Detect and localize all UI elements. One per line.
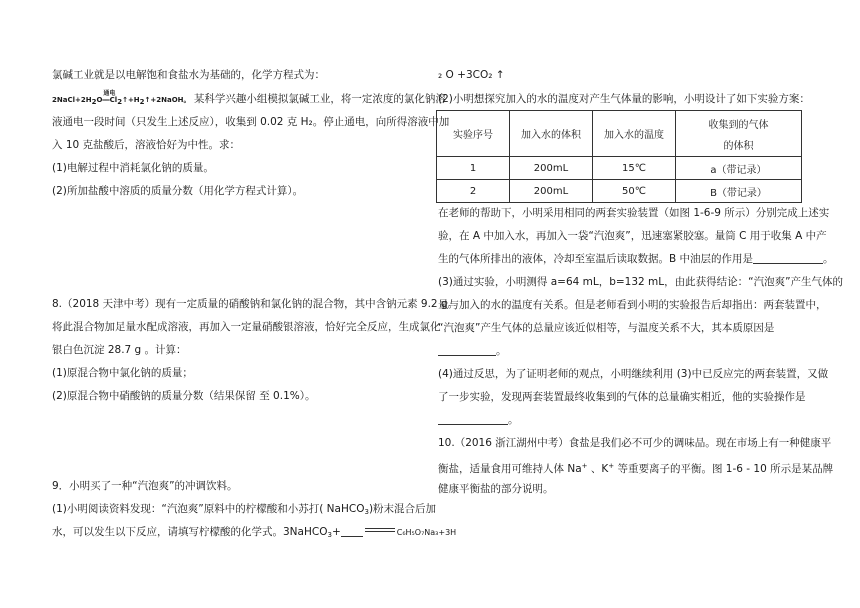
q9-sub4-line1: (4)通过反思，为了证明老师的观点，小明继续利用 (3)中已反应完的两套装置，又做 xyxy=(438,368,829,380)
equals-sign xyxy=(365,528,395,532)
q7-line3: 入 10 克盐酸后，溶液恰好为中性。求： xyxy=(52,139,241,151)
q9-sub1-line2: 水，可以发生以下反应，请填写柠檬酸的化学式。3NaHCO$_3$+ C₆H₅O₇Na₃+3H xyxy=(52,526,457,539)
q9-sub2-intro: (2)小明想探究加入的水的温度对产生气体量的影响，小明设计了如下实验方案： xyxy=(438,93,810,105)
table-row xyxy=(437,157,802,180)
oil-layer-blank[interactable] xyxy=(753,252,823,264)
para1-line2: 验，在 A 中加入水，再加入一袋“汽泡爽”，迅速塞紧胶塞。量筒 C 用于收集 A 中产 xyxy=(438,230,827,242)
q8-line3: 银白色沉淀 28.7 g 。计算： xyxy=(52,344,187,356)
table-cell: B（带记录） xyxy=(676,180,802,203)
table-cell: 50℃ xyxy=(593,180,676,203)
q7-line2: 液通电一段时间（只发生上述反应），收集到 0.02 克 H₂。停止通电，向所得溶液中加 xyxy=(52,116,450,128)
q9-sub3-line3: “汽泡爽”产生气体的总量应该近似相等，与温度关系不大，其本质原因是 xyxy=(438,322,775,334)
q9-equation-continuation: ₂ O +3CO₂ ↑ xyxy=(438,69,505,81)
header-cell: 加入水的温度 xyxy=(593,111,676,157)
q8-sub2: (2)原混合物中硝酸钠的质量分数（结果保留 至 0.1%）。 xyxy=(52,390,316,402)
q10-line3: 健康平衡盐的部分说明。 xyxy=(438,483,554,495)
table-header-row xyxy=(437,111,802,157)
table-row xyxy=(437,180,802,203)
q10-line1: 10.（2016 浙江湖州中考）食盐是我们必不可少的调味品。现在市场上有一种健康平 xyxy=(438,437,832,449)
q7-sub2: (2)所加盐酸中溶质的质量分数（用化学方程式计算）。 xyxy=(52,185,304,197)
q8-sub1: (1)原混合物中氯化钠的质量； xyxy=(52,367,193,379)
table-cell: 15℃ xyxy=(593,157,676,180)
q10-line2: 衡盐，适量食用可维持人体 Na+ 、K+ 等重要离子的平衡。图 1-6 - 10 所示是某品牌 xyxy=(438,462,834,475)
condition-arrow: 通电 ══ xyxy=(102,90,116,104)
q9-sub4-line3: 。 xyxy=(438,413,519,427)
q7-line1-rest: 某科学兴趣小组模拟氯碱工业，将一定浓度的氯化钠溶 xyxy=(193,93,446,105)
q7-equation-line xyxy=(52,92,446,109)
q8-line2: 将此混合物加足量水配成溶液，再加入一定量硝酸银溶液，恰好完全反应，生成氯化 xyxy=(52,321,441,333)
table-cell: 200mL xyxy=(510,180,593,203)
q9-sub4-line2: 了一步实验，发现两套装置最终收集到的气体的总量确实相近，他的实验操作是 xyxy=(438,391,806,403)
table-cell: 1 xyxy=(437,157,510,180)
header-cell: 加入水的体积 xyxy=(510,111,593,157)
q9-sub3-line4: 。 xyxy=(438,344,507,358)
q9-sub3-line1: (3)通过实验，小明测得 a=64 mL，b=132 mL，由此获得结论：“汽泡爽”产生气体的 xyxy=(438,276,844,288)
table-cell: a（带记录） xyxy=(676,157,802,180)
reason-blank[interactable] xyxy=(438,344,496,356)
header-cell: 实验序号 xyxy=(437,111,510,157)
table-cell: 2 xyxy=(437,180,510,203)
table-cell: 200mL xyxy=(510,157,593,180)
q8-line1: 8.（2018 天津中考）现有一定质量的硝酸钠和氯化钠的混合物，其中含钠元素 9.2 g。 xyxy=(52,298,459,310)
q9-sub1-line1: (1)小明阅读资料发现：“汽泡爽”原料中的柠檬酸和小苏打( NaHCO$_3$)粉末混合后加 xyxy=(52,503,437,516)
para1-line1: 在老师的帮助下，小明采用相同的两套实验装置（如图 1-6-9 所示）分别完成上述实 xyxy=(438,207,830,219)
header-cell-gas-volume: 收集到的气体 的体积 xyxy=(676,111,802,157)
q9-sub3-line2: 量与加入的水的温度有关系。但是老师看到小明的实验报告后却指出：两套装置中， xyxy=(438,299,827,311)
operation-blank[interactable] xyxy=(438,413,508,425)
electrolysis-equation: 2NaCl+2H2O 通电 ══Cl2↑+H2↑+2NaOH。 xyxy=(52,90,191,106)
q7-sub1: (1)电解过程中消耗氯化钠的质量。 xyxy=(52,162,214,174)
citric-acid-blank[interactable] xyxy=(341,525,363,537)
experiment-table xyxy=(436,110,802,203)
q9-line1: 9．小明买了一种“汽泡爽”的冲调饮料。 xyxy=(52,480,238,492)
para1-line3: 生的气体所排出的液体，冷却至室温后读取数据。B 中油层的作用是 。 xyxy=(438,253,834,265)
q7-intro: 氯碱工业就是以电解饱和食盐水为基础的，化学方程式为： xyxy=(52,69,325,81)
